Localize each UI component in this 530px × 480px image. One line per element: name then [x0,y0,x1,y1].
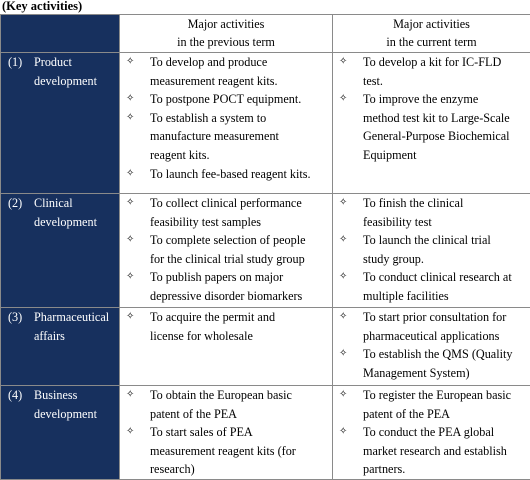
diamond-bullet-icon: ✧ [339,345,363,364]
item-line: To acquire the permit and [150,308,328,327]
item-line: multiple facilities [363,287,526,306]
list-item [126,268,328,305]
diamond-bullet-icon: ✧ [339,53,363,72]
row-number: (2) [4,194,34,213]
header-current-term [333,15,530,53]
diamond-bullet-icon: ✧ [339,423,363,442]
item-line: Equipment [363,146,526,165]
item-line: measurement reagent kits. [150,72,328,91]
row-label-line: Clinical [34,194,119,213]
row-label-cell [1,53,120,194]
previous-term-cell [120,308,333,386]
item-line: study group. [363,250,526,269]
item-line: depressive disorder biomarkers [150,287,328,306]
header-previous-line: Major activities [120,16,332,34]
list-item [339,345,526,382]
list-item [126,308,328,345]
item-line: To finish the clinical [363,194,526,213]
item-line: To launch fee-based reagent kits. [150,165,328,184]
item-line: for the clinical trial study group [150,250,328,269]
row-label [34,194,119,231]
item-line: To conduct clinical research at [363,268,526,287]
item-line: pharmaceutical applications [363,327,526,346]
diamond-bullet-icon: ✧ [126,90,150,109]
item-line: To register the European basic [363,386,526,405]
item-line: feasibility test [363,213,526,232]
list-item [126,386,328,423]
previous-term-cell [120,53,333,194]
row-label-line: Product [34,53,119,72]
diamond-bullet-icon: ✧ [126,53,150,72]
item-line: To collect clinical performance [150,194,328,213]
previous-term-cell [120,386,333,480]
diamond-bullet-icon: ✧ [339,308,363,327]
diamond-bullet-icon: ✧ [126,165,150,184]
item-line: partners. [363,460,526,479]
item-line: To obtain the European basic [150,386,328,405]
section-title: (Key activities) [2,0,82,15]
list-item [126,90,328,109]
item-line: method test kit to Large-Scale [363,109,526,128]
table-row [1,386,530,480]
row-number: (4) [4,386,34,405]
diamond-bullet-icon: ✧ [339,268,363,287]
diamond-bullet-icon: ✧ [126,308,150,327]
list-item [126,194,328,231]
row-label [34,308,119,345]
item-line: To conduct the PEA global [363,423,526,442]
row-label-line: development [34,213,119,232]
row-number: (3) [4,308,34,327]
list-item [339,423,526,479]
current-term-cell [333,308,530,386]
table-row [1,194,530,308]
row-label-cell [1,386,120,480]
row-label-line: development [34,405,119,424]
list-item [126,423,328,479]
item-line: manufacture measurement [150,127,328,146]
list-item [126,231,328,268]
item-line: patent of the PEA [150,405,328,424]
item-line: To develop and produce [150,53,328,72]
item-line: To launch the clinical trial [363,231,526,250]
row-label-line: affairs [34,327,119,346]
key-activities-table [0,14,530,480]
header-corner-cell [1,15,120,53]
list-item [339,308,526,345]
row-label-line: Pharmaceutical [34,308,119,327]
table-row [1,308,530,386]
item-line: To start prior consultation for [363,308,526,327]
item-line: To postpone POCT equipment. [150,90,328,109]
item-line: To establish a system to [150,109,328,128]
current-term-cell [333,386,530,480]
row-label-line: development [34,72,119,91]
row-label [34,53,119,90]
item-line: patent of the PEA [363,405,526,424]
diamond-bullet-icon: ✧ [126,386,150,405]
item-line: measurement reagent kits (for [150,442,328,461]
item-line: license for wholesale [150,327,328,346]
diamond-bullet-icon: ✧ [126,423,150,442]
previous-term-cell [120,194,333,308]
table-row [1,53,530,194]
row-label-cell [1,308,120,386]
list-item [339,268,526,305]
item-line: reagent kits. [150,146,328,165]
item-line: To establish the QMS (Quality [363,345,526,364]
item-line: Management System) [363,364,526,383]
item-line: To improve the enzyme [363,90,526,109]
item-line: market research and establish [363,442,526,461]
current-term-cell [333,53,530,194]
current-term-cell [333,194,530,308]
header-row [1,15,530,53]
list-item [339,90,526,164]
diamond-bullet-icon: ✧ [339,90,363,109]
item-line: To develop a kit for IC-FLD [363,53,526,72]
diamond-bullet-icon: ✧ [126,194,150,213]
item-line: To publish papers on major [150,268,328,287]
item-line: General-Purpose Biochemical [363,127,526,146]
row-number: (1) [4,53,34,72]
list-item [339,231,526,268]
diamond-bullet-icon: ✧ [126,109,150,128]
row-label-cell [1,194,120,308]
item-line: test. [363,72,526,91]
diamond-bullet-icon: ✧ [126,231,150,250]
list-item [339,386,526,423]
list-item [126,109,328,165]
header-current-line: in the current term [333,34,530,52]
list-item [339,53,526,90]
list-item [126,53,328,90]
list-item [339,194,526,231]
diamond-bullet-icon: ✧ [339,231,363,250]
row-label-line: Business [34,386,119,405]
item-line: feasibility test samples [150,213,328,232]
item-line: To start sales of PEA [150,423,328,442]
diamond-bullet-icon: ✧ [339,386,363,405]
row-label [34,386,119,423]
header-previous-line: in the previous term [120,34,332,52]
diamond-bullet-icon: ✧ [126,268,150,287]
diamond-bullet-icon: ✧ [339,194,363,213]
list-item [126,165,328,184]
item-line: research) [150,460,328,479]
item-line: To complete selection of people [150,231,328,250]
header-previous-term [120,15,333,53]
header-current-line: Major activities [333,16,530,34]
